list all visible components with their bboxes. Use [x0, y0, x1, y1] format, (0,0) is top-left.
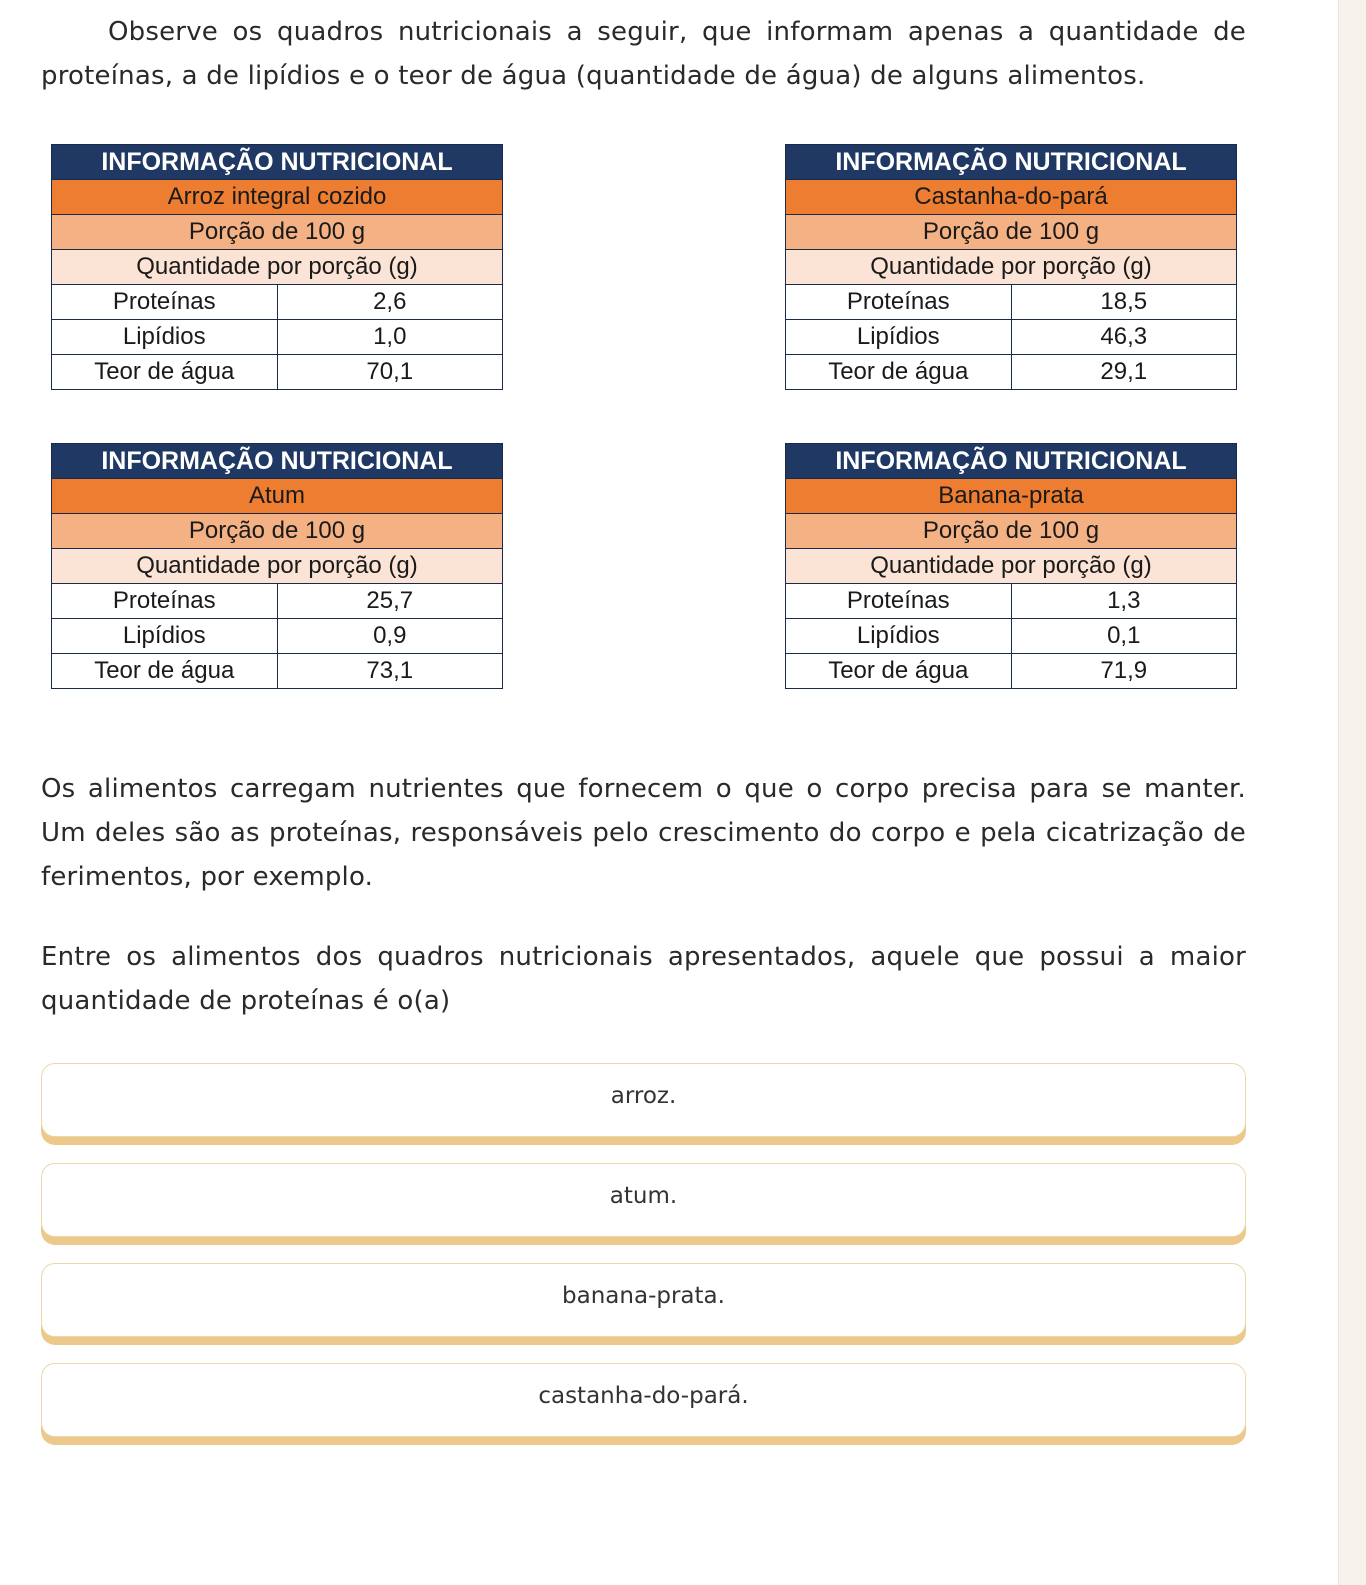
table-header: INFORMAÇÃO NUTRICIONAL — [786, 444, 1237, 479]
row-label: Proteínas — [786, 584, 1012, 619]
table-row — [52, 584, 503, 619]
row-value: 71,9 — [1011, 654, 1237, 689]
row-label: Lipídios — [786, 619, 1012, 654]
table-quantity-label: Quantidade por porção (g) — [786, 250, 1237, 285]
row-value: 25,7 — [277, 584, 503, 619]
question-intro: Observe os quadros nutricionais a seguir, que informam apenas a quantidade de proteínas, a de lipídios e o teor de água (quantidade de água) de alguns alimentos. — [41, 17, 1246, 91]
row-value: 0,1 — [1011, 619, 1237, 654]
table-quantity-label: Quantidade por porção (g) — [786, 549, 1237, 584]
answer-option-atum[interactable] — [41, 1163, 1246, 1237]
table-row — [786, 654, 1237, 689]
nutrition-table-atum — [51, 443, 503, 689]
table-row — [786, 320, 1237, 355]
row-value: 1,0 — [277, 320, 503, 355]
table-portion: Porção de 100 g — [52, 514, 503, 549]
table-row — [786, 619, 1237, 654]
row-label: Teor de água — [52, 355, 278, 390]
row-label: Proteínas — [52, 584, 278, 619]
table-row — [786, 285, 1237, 320]
table-row — [52, 355, 503, 390]
row-label: Teor de água — [786, 355, 1012, 390]
row-label: Lipídios — [52, 619, 278, 654]
row-label: Teor de água — [52, 654, 278, 689]
table-header: INFORMAÇÃO NUTRICIONAL — [786, 145, 1237, 180]
row-value: 18,5 — [1011, 285, 1237, 320]
answer-option-label: banana-prata. — [562, 1283, 725, 1309]
nutrition-table-arroz — [51, 144, 503, 390]
answer-option-arroz[interactable] — [41, 1063, 1246, 1137]
table-food-name: Castanha-do-pará — [786, 180, 1237, 215]
answer-option-castanha-do-para[interactable] — [41, 1363, 1246, 1437]
table-portion: Porção de 100 g — [52, 215, 503, 250]
row-value: 0,9 — [277, 619, 503, 654]
answer-option-label: castanha-do-pará. — [538, 1383, 749, 1409]
table-header: INFORMAÇÃO NUTRICIONAL — [52, 145, 503, 180]
row-label: Lipídios — [52, 320, 278, 355]
table-quantity-label: Quantidade por porção (g) — [52, 250, 503, 285]
row-value: 46,3 — [1011, 320, 1237, 355]
table-portion: Porção de 100 g — [786, 514, 1237, 549]
table-row — [52, 285, 503, 320]
answer-option-banana-prata[interactable] — [41, 1263, 1246, 1337]
row-label: Teor de água — [786, 654, 1012, 689]
row-value: 73,1 — [277, 654, 503, 689]
table-row — [52, 619, 503, 654]
table-header: INFORMAÇÃO NUTRICIONAL — [52, 444, 503, 479]
row-value: 29,1 — [1011, 355, 1237, 390]
question-prompt: Entre os alimentos dos quadros nutricionais apresentados, aquele que possui a maior quantidade de proteínas é o(a) — [41, 942, 1246, 1016]
table-row — [786, 355, 1237, 390]
row-label: Proteínas — [52, 285, 278, 320]
question-context: Os alimentos carregam nutrientes que fornecem o que o corpo precisa para se manter. Um deles são as proteínas, responsáveis pelo crescimento do corpo e pela cicatrização de ferimentos, por exemplo. — [41, 774, 1246, 892]
table-row — [786, 584, 1237, 619]
row-value: 1,3 — [1011, 584, 1237, 619]
nutrition-table-banana — [785, 443, 1237, 689]
table-food-name: Atum — [52, 479, 503, 514]
table-row — [52, 654, 503, 689]
answer-option-label: arroz. — [610, 1083, 677, 1109]
row-label: Lipídios — [786, 320, 1012, 355]
right-rail — [1338, 0, 1366, 1585]
row-value: 2,6 — [277, 285, 503, 320]
table-food-name: Arroz integral cozido — [52, 180, 503, 215]
nutrition-table-castanha — [785, 144, 1237, 390]
table-portion: Porção de 100 g — [786, 215, 1237, 250]
table-quantity-label: Quantidade por porção (g) — [52, 549, 503, 584]
row-value: 70,1 — [277, 355, 503, 390]
table-food-name: Banana-prata — [786, 479, 1237, 514]
table-row — [52, 320, 503, 355]
row-label: Proteínas — [786, 285, 1012, 320]
answer-option-label: atum. — [609, 1183, 678, 1209]
